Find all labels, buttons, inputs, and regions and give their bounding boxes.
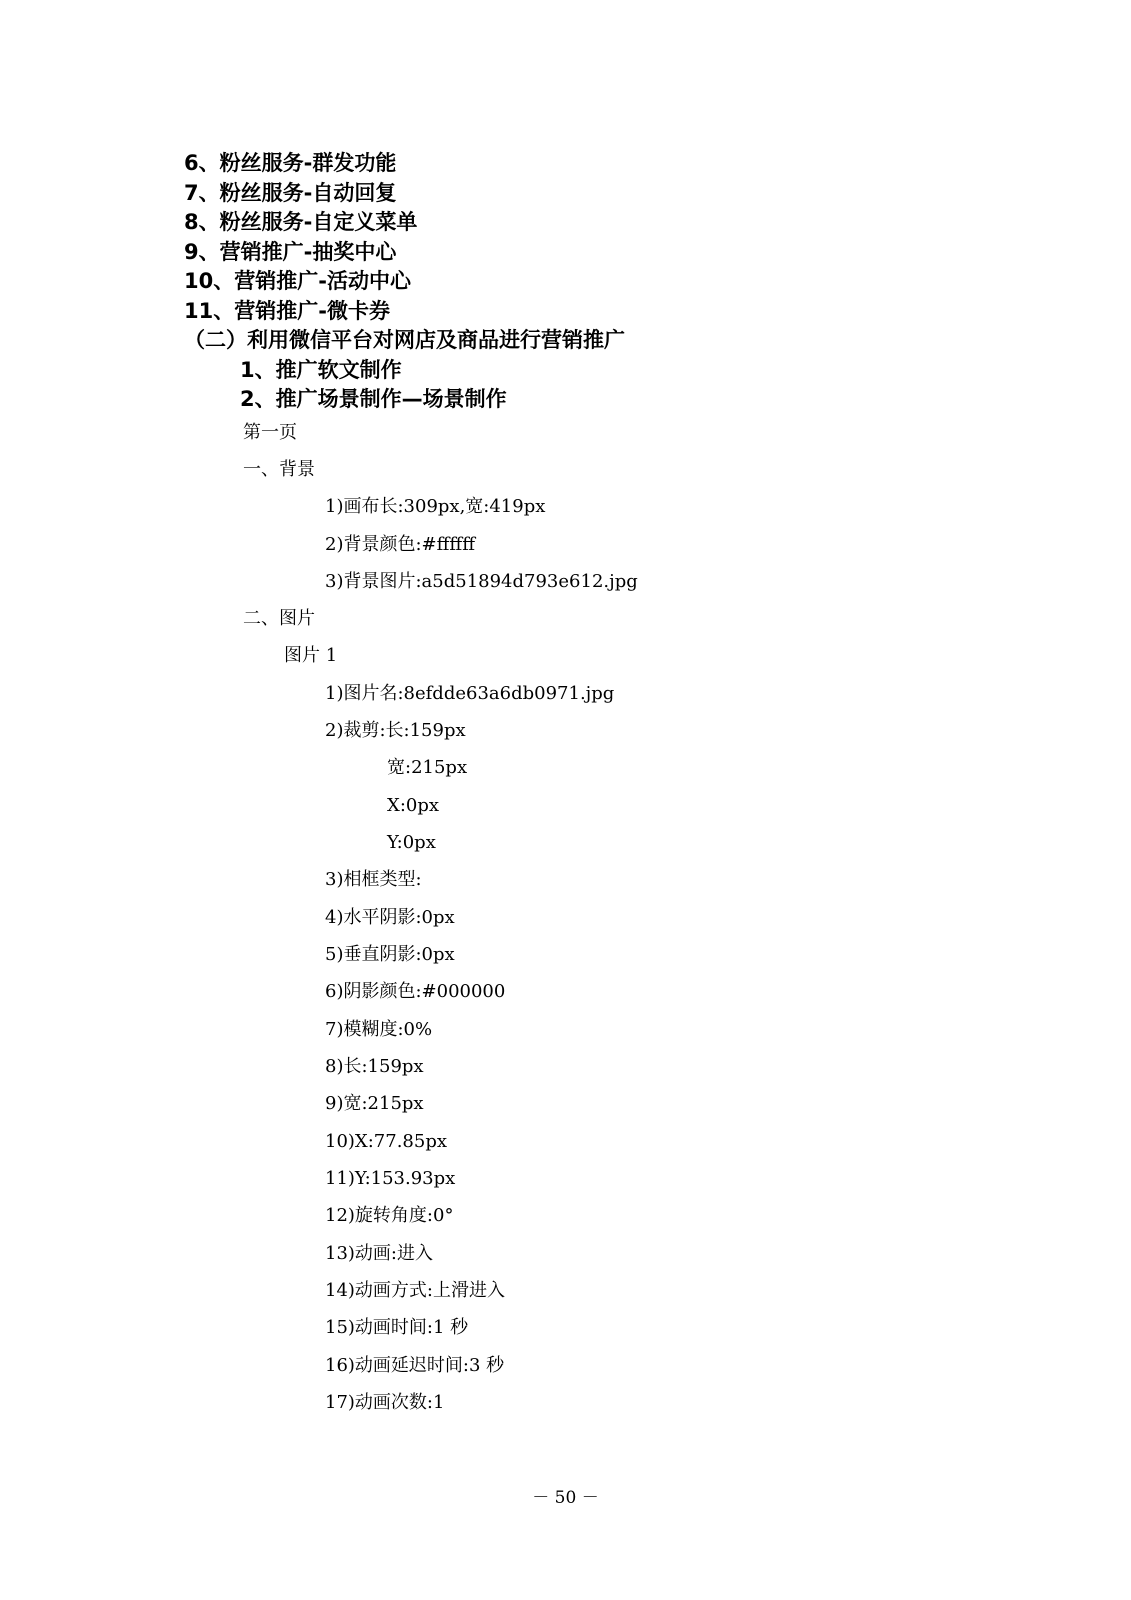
image-item: 2)裁剪:长:159px — [325, 720, 466, 741]
image-item: 14)动画方式:上滑进入 — [325, 1280, 505, 1301]
list-item: 7、粉丝服务-自动回复 — [184, 181, 397, 205]
sub-item: 2、推广场景制作—场景制作 — [240, 387, 507, 411]
list-item: 10、营销推广-活动中心 — [184, 269, 411, 293]
crop-detail: X:0px — [387, 795, 440, 816]
image-item: 13)动画:进入 — [325, 1243, 433, 1264]
image-item: 10)X:77.85px — [325, 1131, 448, 1152]
image-item: 4)水平阴影:0px — [325, 907, 455, 928]
crop-detail: Y:0px — [387, 832, 436, 853]
background-heading: 一、背景 — [243, 459, 315, 480]
list-item: 9、营销推广-抽奖中心 — [184, 240, 397, 264]
list-item: 6、粉丝服务-群发功能 — [184, 151, 397, 175]
image-item: 7)模糊度:0% — [325, 1019, 433, 1040]
images-heading: 二、图片 — [243, 608, 315, 629]
image-item: 17)动画次数:1 — [325, 1392, 445, 1413]
sub-item: 1、推广软文制作 — [240, 358, 402, 382]
background-item: 3)背景图片:a5d51894d793e612.jpg — [325, 571, 638, 592]
image-item: 11)Y:153.93px — [325, 1168, 456, 1189]
image-item: 8)长:159px — [325, 1056, 424, 1077]
image-item: 6)阴影颜色:#000000 — [325, 981, 506, 1002]
image-item: 3)相框类型: — [325, 869, 422, 890]
list-item: 8、粉丝服务-自定义菜单 — [184, 210, 418, 234]
background-item: 1)画布长:309px,宽:419px — [325, 496, 546, 517]
image-item: 15)动画时间:1 秒 — [325, 1317, 469, 1338]
image-label: 图片 1 — [284, 645, 338, 666]
page-number: － 50 － — [532, 1488, 599, 1508]
image-item: 1)图片名:8efdde63a6db0971.jpg — [325, 683, 615, 704]
image-item: 9)宽:215px — [325, 1093, 424, 1114]
background-item: 2)背景颜色:#ffffff — [325, 534, 475, 555]
page-label: 第一页 — [243, 422, 297, 443]
section-heading: （二）利用微信平台对网店及商品进行营销推广 — [184, 328, 625, 352]
crop-detail: 宽:215px — [387, 757, 468, 778]
list-item: 11、营销推广-微卡券 — [184, 299, 390, 323]
image-item: 16)动画延迟时间:3 秒 — [325, 1355, 505, 1376]
image-item: 12)旋转角度:0° — [325, 1205, 454, 1226]
image-item: 5)垂直阴影:0px — [325, 944, 455, 965]
